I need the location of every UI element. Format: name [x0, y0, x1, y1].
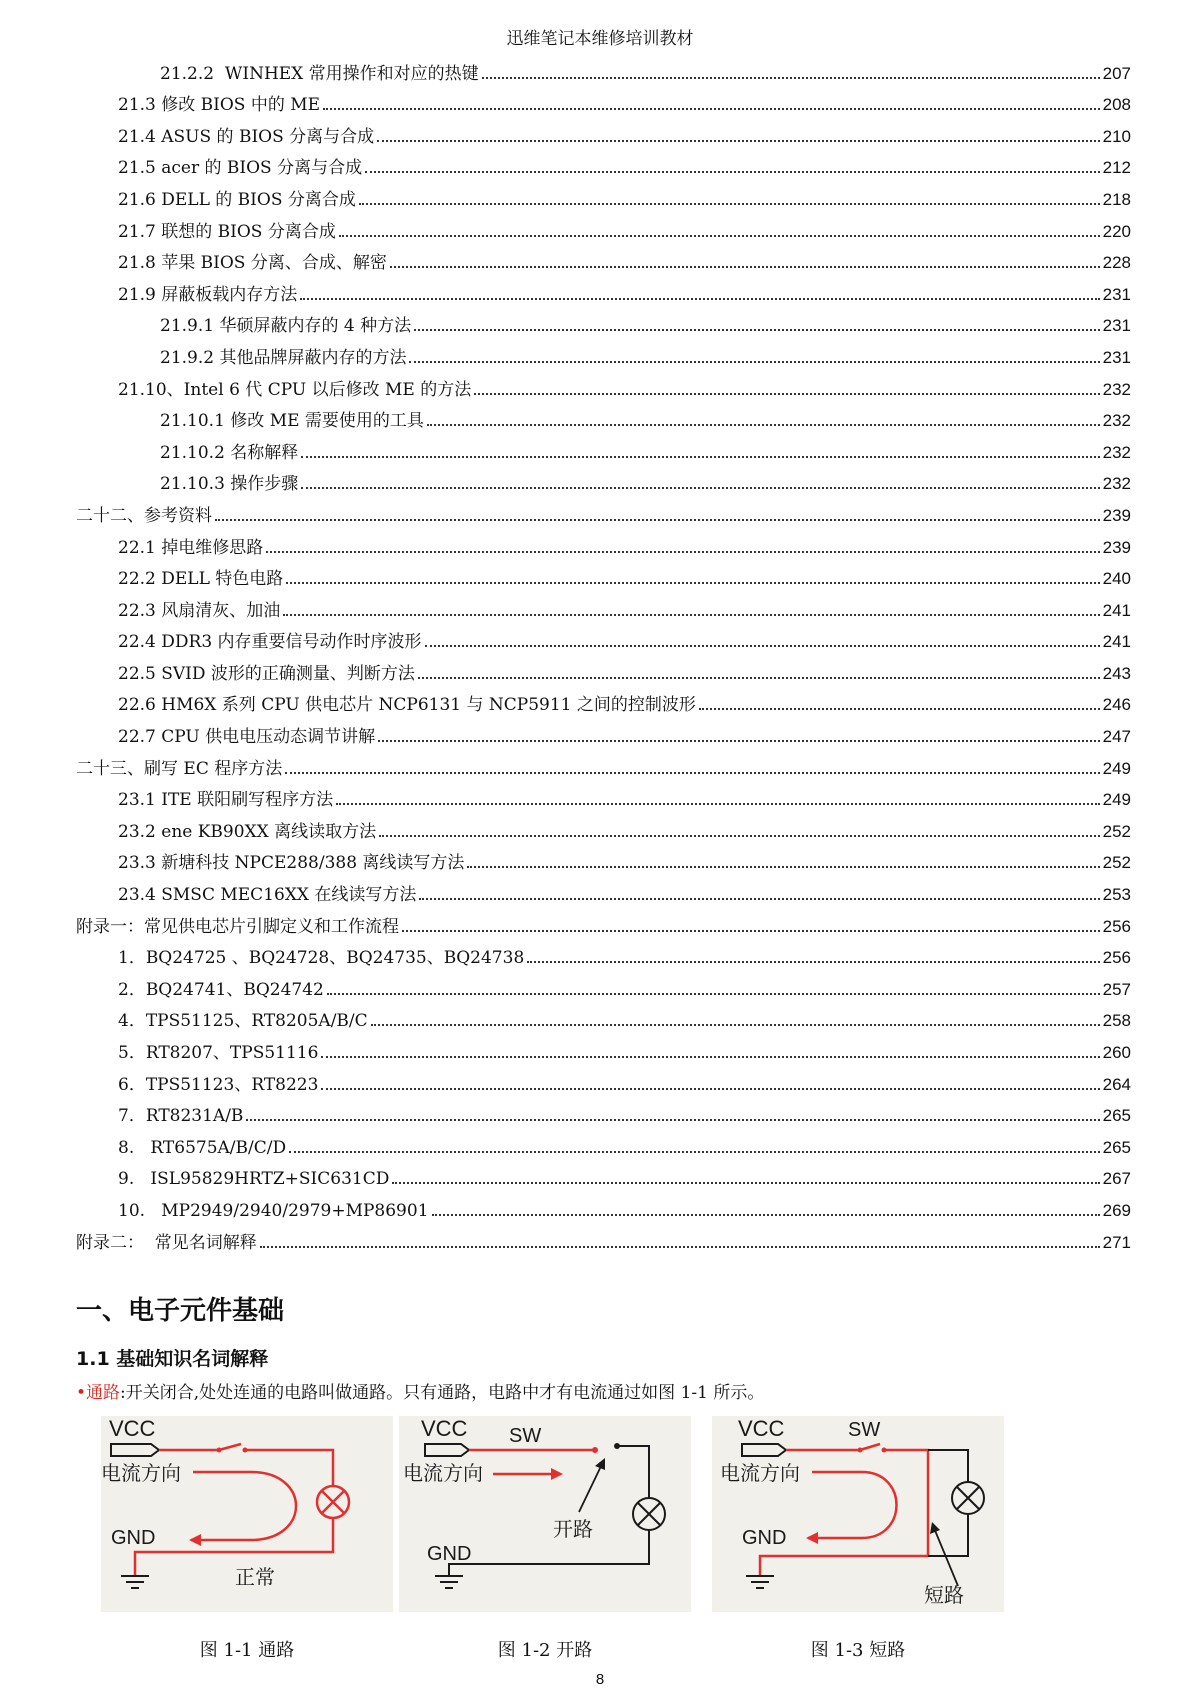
toc-entry-page: 252	[1102, 853, 1131, 873]
toc-entry-page: 208	[1102, 95, 1131, 115]
bullet-mark: •	[76, 1383, 87, 1403]
vcc-label: VCC	[738, 1416, 785, 1441]
toc-entry[interactable]	[76, 1063, 1131, 1095]
toc-leader-dots	[286, 582, 1099, 584]
vcc-terminal-icon	[111, 1444, 159, 1456]
toc-leader-dots	[321, 1056, 1099, 1058]
toc-entry[interactable]	[76, 84, 1131, 116]
figure-caption: 图 1-2 开路	[497, 1640, 593, 1661]
toc-entry-title: 22.5 SVID 波形的正确测量、判断方法	[118, 663, 415, 684]
toc-leader-dots	[321, 1088, 1099, 1090]
toc-entry[interactable]	[76, 1031, 1131, 1063]
toc-entry-page: 240	[1102, 569, 1131, 589]
toc-entry-title: 21.7 联想的 BIOS 分离合成	[118, 221, 336, 242]
toc-entry[interactable]	[76, 431, 1131, 463]
toc-leader-dots	[365, 171, 1100, 173]
toc-leader-dots	[377, 140, 1099, 142]
toc-leader-dots	[392, 1182, 1099, 1184]
toc-entry[interactable]	[76, 937, 1131, 969]
toc-entry[interactable]	[76, 1126, 1131, 1158]
toc-leader-dots	[301, 487, 1099, 489]
pointer-arrow-icon	[579, 1462, 603, 1512]
toc-entry[interactable]	[76, 905, 1131, 937]
toc-entry[interactable]	[76, 1221, 1131, 1253]
current-arrow-icon	[808, 1472, 897, 1538]
toc-entry-page: 207	[1102, 63, 1131, 83]
toc-entry[interactable]	[76, 779, 1131, 811]
toc-entry-title: 21.10.2 名称解释	[160, 442, 299, 463]
toc-entry-page: 269	[1102, 1200, 1131, 1220]
toc-entry-page: 249	[1102, 790, 1131, 810]
toc-entry-page: 212	[1102, 158, 1131, 178]
sw-label: SW	[509, 1425, 542, 1447]
toc-leader-dots	[527, 961, 1099, 963]
definition-text: :开关闭合,处处连通的电路叫做通路。只有通路，电路中才有电流通过如图 1-1 所示。	[120, 1383, 765, 1403]
toc-entry-page: 267	[1102, 1169, 1131, 1189]
toc-leader-dots	[432, 1214, 1100, 1216]
toc-entry-page: 232	[1102, 474, 1131, 494]
toc-entry-title: 附录一：常见供电芯片引脚定义和工作流程	[76, 916, 399, 937]
note-label: 短路	[924, 1585, 964, 1607]
toc-entry-page: 246	[1102, 695, 1131, 715]
toc-entry-title: 二十三、刷写 EC 程序方法	[76, 758, 283, 779]
toc-leader-dots	[359, 203, 1100, 205]
vcc-label: VCC	[421, 1416, 468, 1441]
toc-entry-title: 21.10.3 操作步骤	[160, 474, 299, 495]
direction-label: 电流方向	[403, 1463, 483, 1485]
toc-entry[interactable]	[76, 1189, 1131, 1221]
toc-entry[interactable]	[76, 242, 1131, 274]
note-label: 正常	[235, 1567, 275, 1589]
toc-leader-dots	[699, 708, 1100, 710]
toc-leader-dots	[246, 1119, 1099, 1121]
toc-entry-page: 231	[1102, 316, 1131, 336]
toc-entry[interactable]	[76, 715, 1131, 747]
toc-entry-title: 6．TPS51123、RT8223	[118, 1074, 319, 1095]
toc-entry-page: 210	[1102, 126, 1131, 146]
toc-leader-dots	[339, 235, 1100, 237]
switch-icon	[592, 1447, 598, 1453]
toc-entry-title: 2．BQ24741、BQ24742	[118, 979, 324, 1000]
toc-leader-dots	[336, 803, 1100, 805]
toc-entry-title: 23.4 SMSC MEC16XX 在线读写方法	[118, 885, 417, 906]
section-heading: 1.1 基础知识名词解释	[76, 1348, 269, 1370]
note-label: 开路	[553, 1519, 593, 1541]
toc-entry-page: 231	[1102, 347, 1131, 367]
toc-entry-title: 21.10、Intel 6 代 CPU 以后修改 ME 的方法	[118, 379, 472, 400]
toc-entry[interactable]	[76, 621, 1131, 653]
toc-leader-dots	[409, 361, 1099, 363]
toc-leader-dots	[425, 645, 1100, 647]
toc-leader-dots	[266, 551, 1099, 553]
toc-entry[interactable]	[76, 968, 1131, 1000]
toc-entry-page: 253	[1102, 885, 1131, 905]
toc-leader-dots	[260, 1246, 1100, 1248]
gnd-label: GND	[427, 1543, 472, 1565]
toc-leader-dots	[371, 1024, 1100, 1026]
toc-entry[interactable]	[76, 52, 1131, 84]
toc-entry[interactable]	[76, 652, 1131, 684]
toc-entry-title: 23.1 ITE 联阳刷写程序方法	[118, 790, 334, 811]
toc-entry-title: 21.3 修改 BIOS 中的 ME	[118, 95, 321, 116]
toc-entry-page: 232	[1102, 411, 1131, 431]
vcc-terminal-icon	[742, 1444, 786, 1456]
toc-entry-page: 258	[1102, 1011, 1131, 1031]
figure-caption: 图 1-1 通路	[199, 1640, 295, 1661]
figure-closed-circuit	[101, 1416, 393, 1612]
toc-leader-dots	[300, 298, 1099, 300]
toc-leader-dots	[474, 393, 1099, 395]
toc-entry-title: 21.10.1 修改 ME 需要使用的工具	[160, 411, 424, 432]
toc-entry[interactable]	[76, 842, 1131, 874]
toc-entry[interactable]	[76, 494, 1131, 526]
toc-entry[interactable]	[76, 1000, 1131, 1032]
toc-entry-title: 21.6 DELL 的 BIOS 分离合成	[118, 189, 356, 210]
direction-label: 电流方向	[101, 1463, 181, 1485]
toc-entry-page: 256	[1102, 916, 1131, 936]
toc-entry-page: 231	[1102, 284, 1131, 304]
direction-label: 电流方向	[720, 1463, 800, 1485]
toc-entry-title: 22.2 DELL 特色电路	[118, 569, 284, 590]
toc-entry-title: 22.3 风扇清灰、加油	[118, 600, 281, 621]
gnd-label: GND	[742, 1527, 787, 1549]
sw-label: SW	[848, 1419, 881, 1441]
toc-leader-dots	[283, 614, 1099, 616]
toc-entry-page: 241	[1102, 600, 1131, 620]
term-label: 通路	[86, 1383, 121, 1403]
toc-entry[interactable]	[76, 400, 1131, 432]
gnd-label: GND	[111, 1527, 156, 1549]
current-arrow-icon	[191, 1472, 296, 1540]
figure-open-circuit	[399, 1416, 691, 1612]
toc-entry[interactable]	[76, 115, 1131, 147]
toc-entry-page: 232	[1102, 379, 1131, 399]
definition-paragraph	[76, 1378, 764, 1403]
toc-entry-title: 10. MP2949/2940/2979+MP86901	[118, 1200, 429, 1221]
toc-entry-title: 21.8 苹果 BIOS 分离、合成、解密	[118, 253, 387, 274]
toc-entry-page: 257	[1102, 979, 1131, 999]
toc-entry-page: 249	[1102, 758, 1131, 778]
toc-entry-page: 239	[1102, 505, 1131, 525]
switch-icon	[219, 1444, 241, 1450]
toc-entry-title: 21.5 acer 的 BIOS 分离与合成	[118, 158, 363, 179]
toc-entry-title: 22.7 CPU 供电电压动态调节讲解	[118, 727, 376, 748]
toc-entry-title: 21.9.1 华硕屏蔽内存的 4 种方法	[160, 316, 412, 337]
toc-entry-title: 21.9 屏蔽板载内存方法	[118, 284, 298, 305]
toc-leader-dots	[390, 266, 1100, 268]
toc-entry-page: 252	[1102, 821, 1131, 841]
toc-entry-page: 239	[1102, 537, 1131, 557]
toc-leader-dots	[419, 898, 1099, 900]
toc-entry-page: 243	[1102, 663, 1131, 683]
toc-entry[interactable]	[76, 273, 1131, 305]
toc-leader-dots	[323, 108, 1100, 110]
toc-leader-dots	[215, 519, 1100, 521]
toc-entry-page: 220	[1102, 221, 1131, 241]
short-wire	[884, 1450, 928, 1556]
toc-entry-title: 21.9.2 其他品牌屏蔽内存的方法	[160, 347, 407, 368]
toc-entry-page: 228	[1102, 253, 1131, 273]
toc-entry[interactable]	[76, 589, 1131, 621]
toc-entry[interactable]	[76, 210, 1131, 242]
toc-entry-page: 218	[1102, 189, 1131, 209]
toc-entry[interactable]	[76, 526, 1131, 558]
toc-entry-title: 23.3 新塘科技 NPCE288/388 离线读写方法	[118, 853, 465, 874]
switch-icon	[860, 1444, 880, 1450]
toc-entry[interactable]	[76, 684, 1131, 716]
toc-leader-dots	[378, 740, 1099, 742]
toc-entry-title: 21.4 ASUS 的 BIOS 分离与合成	[118, 126, 375, 147]
toc-entry[interactable]	[76, 747, 1131, 779]
toc-entry-title: 7．RT8231A/B	[118, 1106, 244, 1127]
toc-entry-title: 21.2.2 WINHEX 常用操作和对应的热键	[160, 63, 479, 84]
toc-entry-title: 22.6 HM6X 系列 CPU 供电芯片 NCP6131 与 NCP5911 之间的控制波形	[118, 695, 696, 716]
toc-entry-title: 附录二： 常见名词解释	[76, 1232, 257, 1253]
toc-entry-page: 264	[1102, 1074, 1131, 1094]
toc-entry-title: 二十二、参考资料	[76, 505, 212, 526]
toc-entry[interactable]	[76, 178, 1131, 210]
toc-entry[interactable]	[76, 305, 1131, 337]
toc-leader-dots	[327, 993, 1100, 995]
chapter-heading: 一、电子元件基础	[76, 1296, 285, 1326]
figure-caption: 图 1-3 短路	[810, 1640, 906, 1661]
page-number: 8	[595, 1671, 605, 1688]
toc-entry-title: 9. ISL95829HRTZ+SIC631CD	[118, 1169, 390, 1190]
toc-entry-title: 8. RT6575A/B/C/D	[118, 1137, 287, 1158]
toc-leader-dots	[289, 1151, 1100, 1153]
running-header: 迅维笔记本维修培训教材	[506, 29, 694, 49]
toc-leader-dots	[427, 424, 1100, 426]
toc-entry[interactable]	[76, 463, 1131, 495]
toc-entry-title: 22.1 掉电维修思路	[118, 537, 264, 558]
toc-entry-page: 232	[1102, 442, 1131, 462]
toc-entry[interactable]	[76, 147, 1131, 179]
toc-entry-title: 4．TPS51125、RT8205A/B/C	[118, 1011, 368, 1032]
figure-short-circuit	[712, 1416, 1004, 1612]
toc-leader-dots	[402, 930, 1100, 932]
toc-leader-dots	[414, 329, 1100, 331]
toc-leader-dots	[379, 835, 1099, 837]
toc-entry[interactable]	[76, 810, 1131, 842]
toc-leader-dots	[301, 456, 1099, 458]
toc-entry-title: 23.2 ene KB90XX 离线读取方法	[118, 821, 377, 842]
toc-entry-page: 271	[1102, 1232, 1131, 1252]
vcc-terminal-icon	[425, 1444, 469, 1456]
toc-entry[interactable]	[76, 368, 1131, 400]
toc-entry[interactable]	[76, 336, 1131, 368]
toc-entry-title: 22.4 DDR3 内存重要信号动作时序波形	[118, 632, 422, 653]
toc-entry-page: 260	[1102, 1043, 1131, 1062]
toc-entry-page: 241	[1102, 632, 1131, 652]
toc-leader-dots	[482, 77, 1100, 79]
toc-entry-page: 265	[1102, 1137, 1131, 1157]
toc-entry-page: 256	[1102, 948, 1131, 968]
toc-entry[interactable]	[76, 1158, 1131, 1190]
toc-leader-dots	[467, 866, 1099, 868]
toc-leader-dots	[285, 772, 1099, 774]
table-of-contents	[76, 52, 1131, 1253]
toc-entry[interactable]	[76, 1095, 1131, 1127]
toc-entry-title: 1．BQ24725 、BQ24728、BQ24735、BQ24738	[118, 948, 525, 969]
toc-entry-page: 265	[1102, 1106, 1131, 1126]
toc-leader-dots	[418, 677, 1100, 679]
toc-entry-page: 247	[1102, 727, 1131, 747]
toc-entry[interactable]	[76, 873, 1131, 905]
vcc-label: VCC	[109, 1416, 156, 1441]
toc-entry-title: 5．RT8207、TPS51116	[118, 1043, 319, 1063]
toc-entry[interactable]	[76, 558, 1131, 590]
